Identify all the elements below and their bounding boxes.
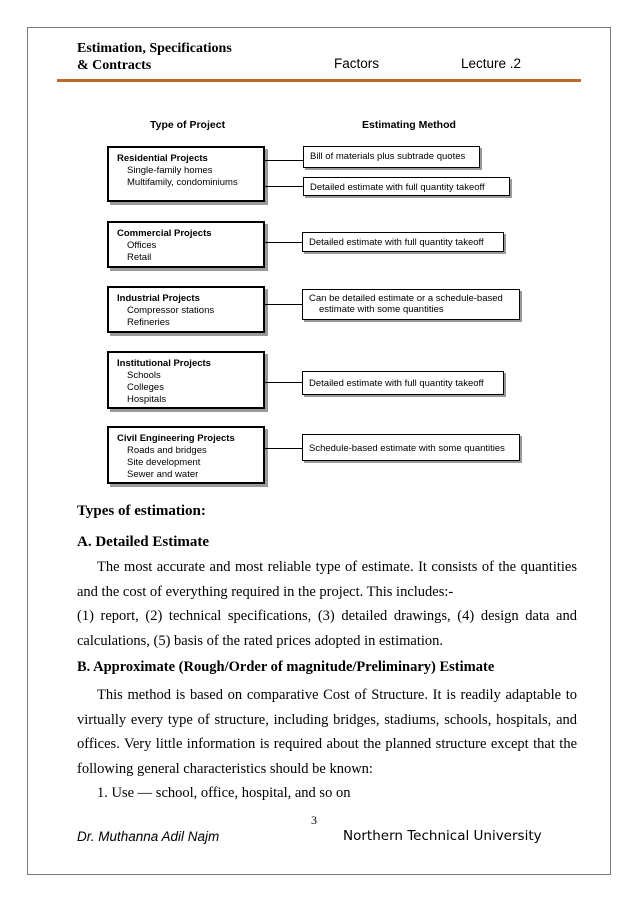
project-item: Refineries <box>127 317 170 328</box>
course-title-line2: & Contracts <box>77 58 152 73</box>
column-heading-method: Estimating Method <box>362 119 456 131</box>
method-text-line1: Can be detailed estimate or a schedule-based <box>309 293 503 304</box>
project-item: Hospitals <box>127 394 167 405</box>
page-number: 3 <box>311 813 317 827</box>
topic-label: Factors <box>334 56 380 71</box>
method-box-bill-of-materials: Bill of materials plus subtrade quotes <box>303 146 480 168</box>
project-title: Commercial Projects <box>117 228 212 239</box>
project-item: Offices <box>127 240 157 251</box>
project-title: Institutional Projects <box>117 358 211 369</box>
detailed-estimate-heading: A. Detailed Estimate <box>77 534 210 550</box>
project-title: Civil Engineering Projects <box>117 433 235 444</box>
project-box-commercial <box>107 221 265 268</box>
project-item: Sewer and water <box>127 469 199 480</box>
method-box-detailed-residential: Detailed estimate with full quantity takeoff <box>303 177 510 196</box>
method-box-detailed-commercial: Detailed estimate with full quantity takeoff <box>302 232 504 252</box>
connector-line <box>265 242 302 243</box>
method-box-schedule-based: Schedule-based estimate with some quantities <box>302 434 520 461</box>
project-item: Compressor stations <box>127 305 215 316</box>
project-box-civil-engineering <box>107 426 265 484</box>
column-heading-project: Type of Project <box>150 119 226 131</box>
characteristic-item-use: 1. Use — school, office, hospital, and so on <box>97 785 351 801</box>
project-item: Retail <box>127 252 152 263</box>
project-item: Schools <box>127 370 161 381</box>
method-text-line2: estimate with some quantities <box>319 304 444 315</box>
connector-line <box>265 448 302 449</box>
approximate-estimate-heading: B. Approximate (Rough/Order of magnitude/Preliminary) Estimate <box>77 659 495 675</box>
project-title: Industrial Projects <box>117 293 200 304</box>
footer-university: Northern Technical University <box>343 828 542 844</box>
project-box-industrial <box>107 286 265 333</box>
connector-line <box>265 186 303 187</box>
method-box-detailed-or-schedule <box>302 289 520 320</box>
project-title: Residential Projects <box>117 153 208 164</box>
detailed-estimate-text: The most accurate and most reliable type of estimate. It consists of the quantities and the cost of everything required in the project. This includes:- <box>77 559 577 600</box>
project-item: Single-family homes <box>127 165 213 176</box>
method-box-detailed-institutional: Detailed estimate with full quantity takeoff <box>302 371 504 395</box>
types-heading: Types of estimation: <box>77 503 206 519</box>
connector-line <box>265 160 285 161</box>
connector-line <box>265 304 302 305</box>
connector-line <box>265 382 302 383</box>
approximate-estimate-paragraph: This method is based on comparative Cost of Structure. It is readily adaptable to virtually every type of structure, including bridges, stadiums, schools, hospitals, and offices. Very little information is required about the planned structure except that the following general characteristics should be known: <box>77 687 577 777</box>
lecture-label: Lecture .2 <box>461 56 522 71</box>
course-title-line1: Estimation, Specifications <box>77 41 232 56</box>
footer-author: Dr. Muthanna Adil Najm <box>77 829 220 844</box>
detailed-estimate-list: (1) report, (2) technical specifications, (3) detailed drawings, (4) design data and calculations, (5) basis of the rated prices adopted in estimation. <box>77 608 577 649</box>
project-item: Site development <box>127 457 201 468</box>
detailed-estimate-paragraph <box>77 555 577 653</box>
project-box-institutional <box>107 351 265 409</box>
project-box-residential <box>107 146 265 202</box>
project-item: Roads and bridges <box>127 445 207 456</box>
connector-line <box>285 160 303 161</box>
project-item: Colleges <box>127 382 164 393</box>
project-item: Multifamily, condominiums <box>127 177 238 188</box>
